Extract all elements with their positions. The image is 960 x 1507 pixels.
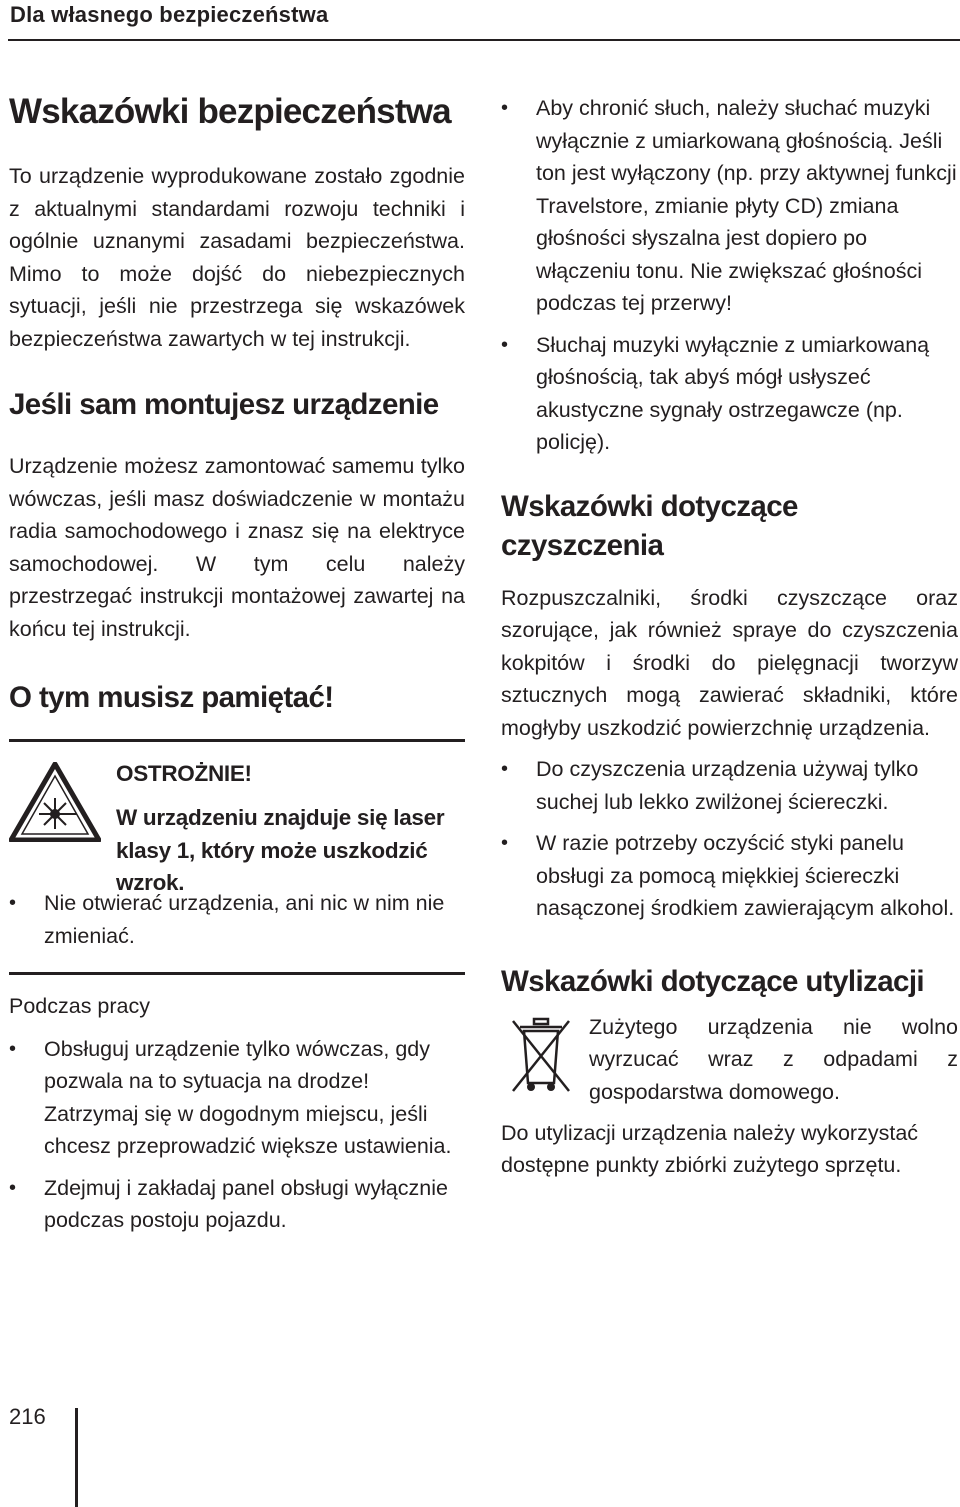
disposal-notice (501, 1011, 958, 1107)
mount-heading: Jeśli sam montujesz urządzenie (9, 388, 439, 421)
during-work-label: Podczas pracy (9, 994, 151, 1018)
warning-bottom-rule (9, 972, 465, 975)
list-item: • Słuchaj muzyki wyłącznie z umiarkowaną głośnością, tak abyś mógł usłyszeć akustyczne sygnały ostrzegawcze (np. policję). (501, 329, 958, 459)
page-number: 216 (9, 1404, 46, 1429)
disposal-paragraph-2: Do utylizacji urządzenia należy wykorzystać dostępne punkty zbiórki zużytego sprzętu. (501, 1120, 919, 1177)
list-item: • Aby chronić słuch, należy słuchać muzyki wyłącznie z umiarkowaną głośnością. Jeśli ton jest wyłączony (np. przy aktywnej funkcji Travelstore, zmianie płyty CD) zmiana głośności słyszalna jest dopiero po włączeniu tonu. Nie zwiększać głośności podczas tej przerwy! (501, 92, 958, 320)
safety-heading: Wskazówki bezpieczeństwa (9, 92, 451, 131)
warning-text: W urządzeniu znajduje się laser klasy 1, który może uszkodzić wzrok. (116, 805, 445, 895)
mount-paragraph: Urządzenie możesz zamontować samemu tylko wówczas, jeśli masz doświadczenie w montażu radia samochodowego i znasz się na elektryce samochodowej. W tym celu należy przestrzegać instrukcji montażowej zawartej na końcu tej instrukcji. (9, 454, 465, 641)
laser-warning-icon (9, 762, 101, 842)
disposal-paragraph-1: Zużytego urządzenia nie wolno wyrzucać wraz z odpadami z gospodarstwa domowego. (589, 1014, 958, 1104)
cleaning-paragraph: Rozpuszczalniki, środki czyszczące oraz szorujące, jak również spraye do czyszczenia kokpitów i środki do pielęgnacji tworzyw sztucznych mogą zawierać składniki, które mogłyby uszkodzić powierzchnię urządzenia. (501, 585, 958, 740)
cleaning-bullets (501, 753, 958, 925)
laser-warning (9, 742, 465, 898)
header-title: Dla własnego bezpieczeństwa (10, 2, 329, 27)
cleaning-heading: Wskazówki dotyczące czyszczenia (501, 489, 798, 562)
warning-title: OSTROŻNIE! (116, 761, 252, 786)
footer-divider (75, 1408, 78, 1507)
list-item: • W razie potrzeby oczyścić styki panelu obsługi za pomocą miękkiej ściereczki nasączonej środkiem zawierającym alkohol. (501, 827, 958, 925)
hearing-bullets (501, 92, 958, 459)
list-item: • Obsługuj urządzenie tylko wówczas, gdy pozwala na to sytuacja na drodze! Zatrzymaj się w dogodnym miejscu, jeśli chcesz przeprowadzić większe ustawienia. (9, 1033, 465, 1163)
right-column (501, 92, 958, 1182)
disposal-heading: Wskazówki dotyczące utylizacji (501, 964, 925, 998)
work-bullets (9, 1033, 465, 1237)
list-item: • Do czyszczenia urządzenia używaj tylko suchej lub lekko zwilżonej ściereczki. (501, 753, 958, 818)
list-item: • Zdejmuj i zakładaj panel obsługi wyłącznie podczas postoju pojazdu. (9, 1172, 465, 1237)
warning-bullets (9, 887, 465, 952)
list-item: • Nie otwierać urządzenia, ani nic w nim nie zmieniać. (9, 887, 465, 952)
intro-paragraph: To urządzenie wyprodukowane zostało zgodnie z aktualnymi standardami rozwoju techniki i ogólnie uznanymi zasadami bezpieczeństwa. Mimo to może dojść do niebezpiecznych sytuacji, jeśli nie przestrzega się wskazówek bezpieczeństwa zawartych w tej instrukcji. (9, 164, 465, 351)
left-column (9, 92, 465, 1237)
remember-heading: O tym musisz pamiętać! (9, 681, 334, 714)
crossed-bin-icon (511, 1017, 571, 1095)
header-divider (8, 39, 960, 41)
